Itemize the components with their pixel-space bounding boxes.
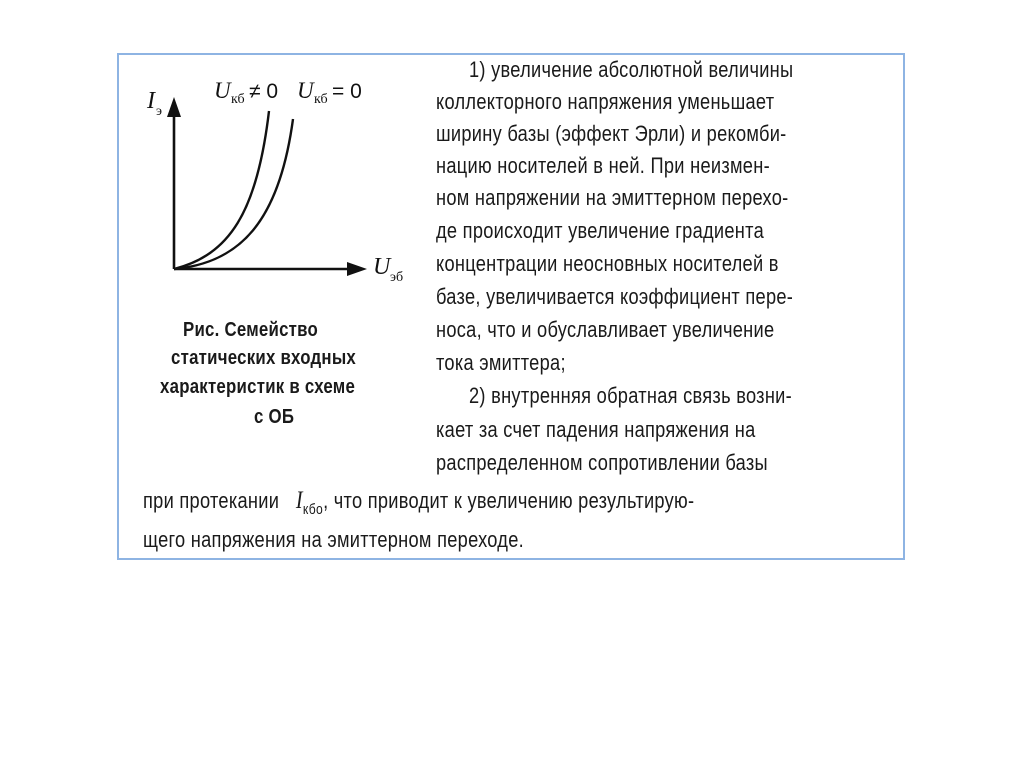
bottom-line-1-end: , что приводит к увеличению результирую-	[323, 488, 695, 513]
figure-caption-line: Рис. Семейство	[183, 318, 319, 341]
figure-caption-line: статических входных	[171, 346, 357, 369]
curve-right-subscript: кб	[314, 92, 328, 107]
figure-caption-line: характеристик в схеме	[160, 375, 356, 398]
paragraph-line: 2) внутренняя обратная связь возни-	[469, 383, 792, 408]
paragraph-line: 1) увеличение абсолютной величины	[469, 57, 794, 82]
paragraph-line: нацию носителей в ней. При неизмен-	[436, 153, 770, 178]
figure-caption-line: с ОБ	[254, 405, 295, 428]
bottom-line-1-start: при протекании	[143, 488, 280, 513]
curve-ukb-zero	[174, 119, 293, 269]
scanned-page	[117, 53, 905, 560]
paragraph-line: ном напряжении на эмиттерном перехо-	[436, 185, 789, 210]
y-axis-arrow	[167, 97, 181, 117]
paragraph-line: тока эмиттера;	[436, 350, 566, 375]
x-axis-arrow	[347, 262, 367, 276]
x-axis-label: U	[373, 254, 391, 280]
i-kbo-symbol: I	[295, 487, 303, 514]
curve-right-label: U	[297, 78, 314, 103]
curve-left-label: U	[214, 78, 231, 103]
paragraph-line: концентрации неосновных носителей в	[436, 251, 779, 276]
y-axis-label: I	[147, 88, 155, 114]
curve-left-relation: ≠ 0	[249, 80, 279, 103]
paragraph-line: де происходит увеличение градиента	[436, 218, 764, 243]
paragraph-line: базе, увеличивается коэффициент пере-	[436, 284, 794, 309]
i-kbo-subscript: кбо	[302, 501, 324, 518]
paragraph-line: ширину базы (эффект Эрли) и рекомби-	[436, 121, 787, 146]
x-axis-subscript: эб	[390, 270, 404, 285]
paragraph-line: кает за счет падения напряжения на	[436, 417, 756, 442]
paragraph-line: коллекторного напряжения уменьшает	[436, 89, 775, 114]
y-axis-subscript: э	[156, 104, 163, 119]
curve-right-relation: = 0	[332, 80, 362, 103]
curve-left-subscript: кб	[231, 92, 245, 107]
paragraph-line: распределенном сопротивлении базы	[436, 450, 768, 475]
paragraph-line: носа, что и обуславливает увеличение	[436, 317, 775, 342]
bottom-line-2: щего напряжения на эмиттерном переходе.	[143, 527, 524, 552]
bottom-line-1	[143, 487, 695, 518]
curve-ukb-nonzero	[174, 111, 269, 269]
